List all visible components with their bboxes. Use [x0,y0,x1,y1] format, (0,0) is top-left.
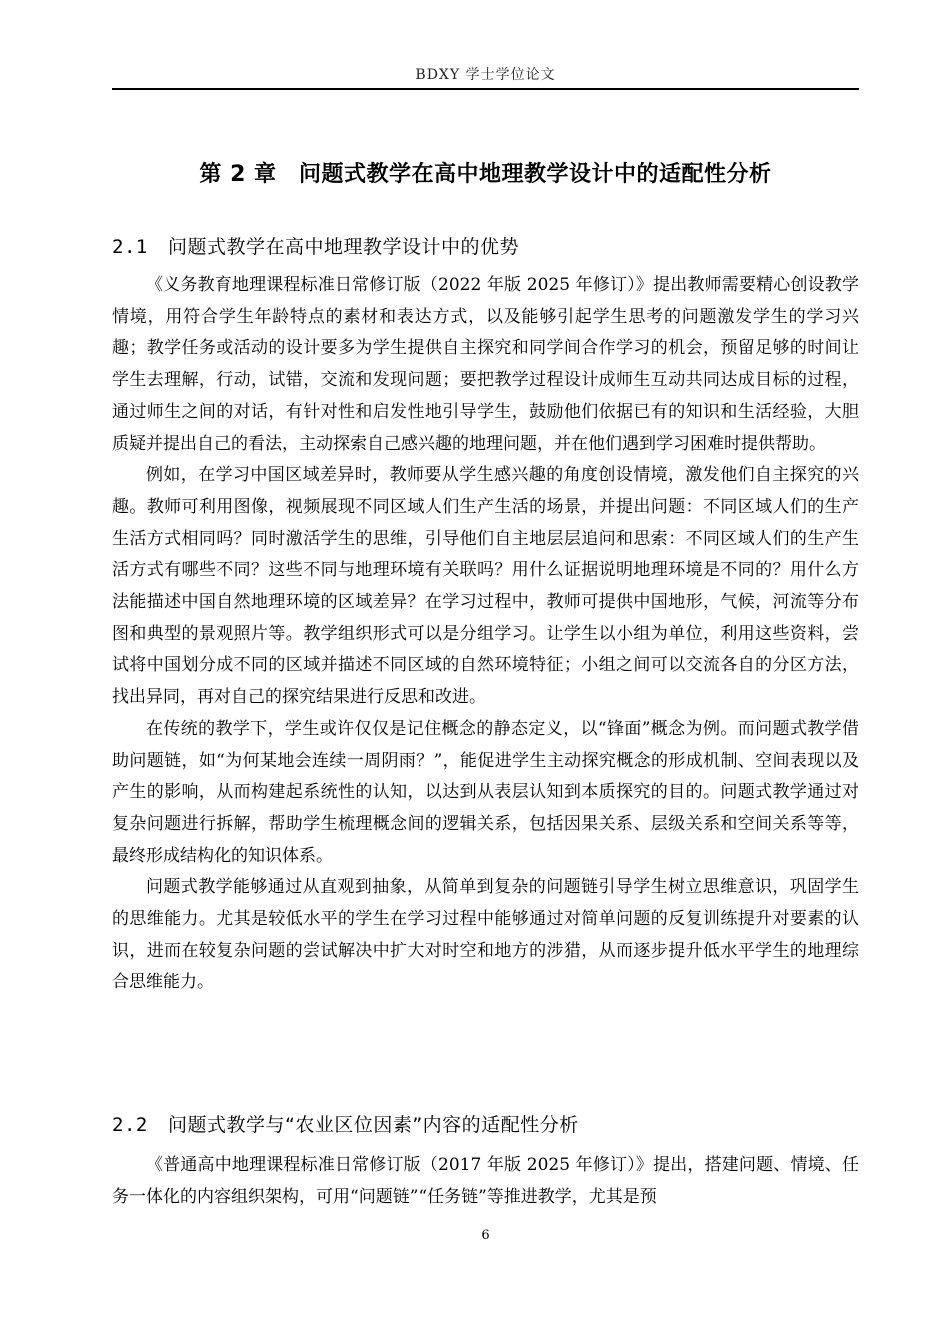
section-number: 2.2 [112,1114,148,1136]
section-title-text: 问题式教学在高中地理教学设计中的优势 [168,236,520,258]
section-heading-2-1 [112,232,859,259]
body-paragraph: 在传统的教学下，学生或许仅仅是记住概念的静态定义，以“锋面”概念为例。而问题式教学借助问题链，如“为何某地会连续一周阴雨？”，能促进学生主动探究概念的形成机制、空间表现以及产生的影响，从而构建起系统性的认知，以达到从表层认知到本质探究的目的。问题式教学通过对复杂问题进行拆解，帮助学生梳理概念间的逻辑关系，包括因果关系、层级关系和空间关系等等，最终形成结构化的知识体系。 [112,718,859,866]
page-number: 6 [481,1228,490,1243]
body-paragraph: 问题式教学能够通过从直观到抽象，从简单到复杂的问题链引导学生树立思维意识，巩固学生的思维能力。尤其是较低水平的学生在学习过程中能够通过对简单问题的反复训练提升对要素的认识，进而在较复杂问题的尝试解决中扩大对时空和地方的涉猎，从而逐步提升低水平学生的地理综合思维能力。 [112,877,859,993]
body-paragraph: 《义务教育地理课程标准日常修订版（2022 年版 2025 年修订）》提出教师需要精心创设教学情境，用符合学生年龄特点的素材和表达方式，以及能够引起学生思考的问题激发学生的学习兴趣；教学任务或活动的设计要多为学生提供自主探究和同学间合作学习的机会，预留足够的时间让学生去理解，行动，试错，交流和发现问题；要把教学过程设计成师生互动共同达成目标的过程，通过师生之间的对话，有针对性和启发性地引导学生，鼓励他们依据已有的知识和生活经验，大胆质疑并提出自己的看法，主动探索自己感兴趣的地理问题，并在他们遇到学习困难时提供帮助。 [112,275,859,454]
section-2-1-body [112,270,859,999]
section-2-2-body [112,1150,859,1213]
body-paragraph: 《普通高中地理课程标准日常修订版（2017 年版 2025 年修订）》提出，搭建问题、情境、任务一体化的内容组织架构，可用“问题链”“任务链”等推进教学，尤其是预 [112,1155,859,1207]
section-heading-2-2 [112,1110,859,1137]
chapter-title: 第 2 章 问题式教学在高中地理教学设计中的适配性分析 [199,162,772,187]
running-header: BDXY 学士学位论文 [415,67,556,83]
body-paragraph: 例如，在学习中国区域差异时，教师要从学生感兴趣的角度创设情境，激发他们自主探究的兴趣。教师可利用图像，视频展现不同区域人们生产生活的场景，并提出问题：不同区域人们的生产生活方式相同吗？同时激活学生的思维，引导他们自主地层层追问和思索：不同区域人们的生产生活方式有哪些不同？这些不同与地理环境有关联吗？用什么证据说明地理环境是不同的？用什么方法能描述中国自然地理环境的区域差异？在学习过程中，教师可提供中国地形，气候，河流等分布图和典型的景观照片等。教学组织形式可以是分组学习。让学生以小组为单位，利用这些资料，尝试将中国划分成不同的区域并描述不同区域的自然环境特征；小组之间可以交流各自的分区方法，找出异同，再对自己的探究结果进行反思和改进。 [112,465,859,708]
header-divider [112,88,859,90]
section-title-text: 问题式教学与“农业区位因素”内容的适配性分析 [168,1114,579,1136]
section-number: 2.1 [112,236,148,258]
